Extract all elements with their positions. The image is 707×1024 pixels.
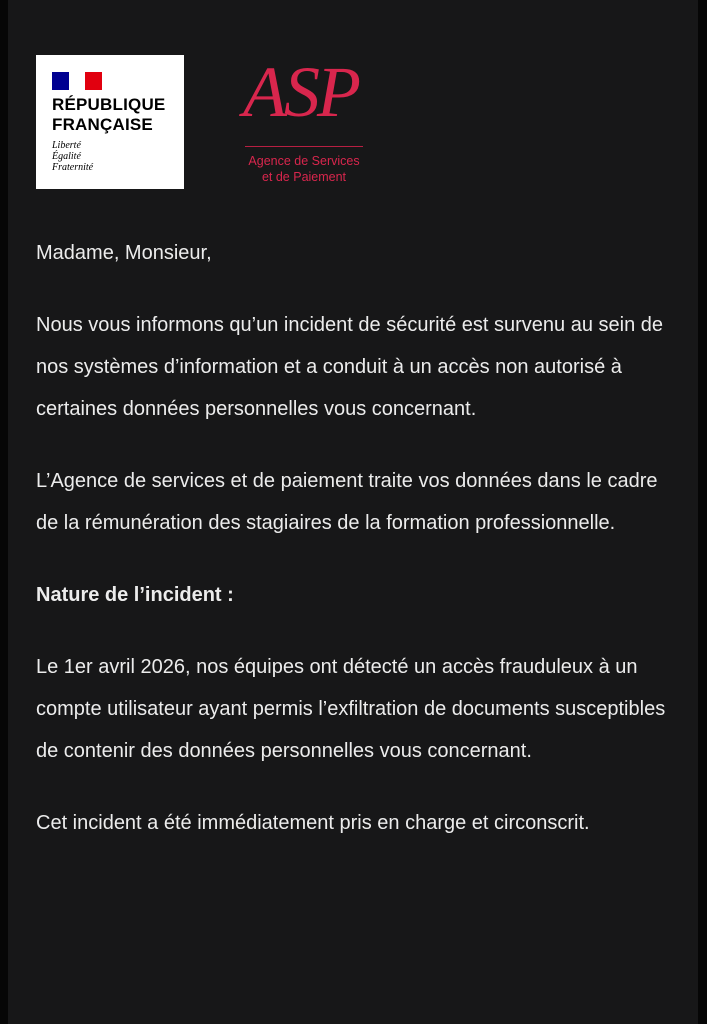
email-greeting: Madame, Monsieur, — [36, 242, 212, 264]
email-paragraph-containment: Cet incident a été immédiatement pris en charge et circonscrit. — [36, 812, 590, 834]
asp-agency-name: Agence de Services et de Paiement — [248, 154, 360, 184]
email-body — [36, 232, 676, 874]
asp-logo-mark: ASP — [243, 52, 358, 132]
republique-francaise-name: RÉPUBLIQUE FRANÇAISE — [52, 95, 166, 134]
asp-logo — [238, 42, 368, 192]
email-paragraph-incident-notice: Nous vous informons qu’un incident de sécurité est survenu au sein de nos systèmes d’information et a conduit à un accès non autorisé à certaines données personnelles vous concernant. — [36, 314, 664, 420]
email-paragraph-data-processing: L’Agence de services et de paiement traite vos données dans le cadre de la rémunération des stagiaires de la formation professionnelle. — [36, 470, 658, 534]
email-section-heading: Nature de l’incident : — [36, 584, 234, 606]
email-view — [8, 0, 698, 1024]
republique-francaise-logo — [36, 55, 184, 189]
asp-logo-divider — [245, 146, 363, 147]
email-paragraph-incident-details: Le 1er avril 2026, nos équipes ont détecté un accès frauduleux à un compte utilisateur ayant permis l’exfiltration de documents susceptibles de contenir des données personnelles vous concernant. — [36, 656, 666, 762]
email-header — [8, 0, 698, 205]
marianne-flag-icon — [52, 72, 102, 90]
republique-motto: Liberté Égalité Fraternité — [52, 140, 94, 173]
